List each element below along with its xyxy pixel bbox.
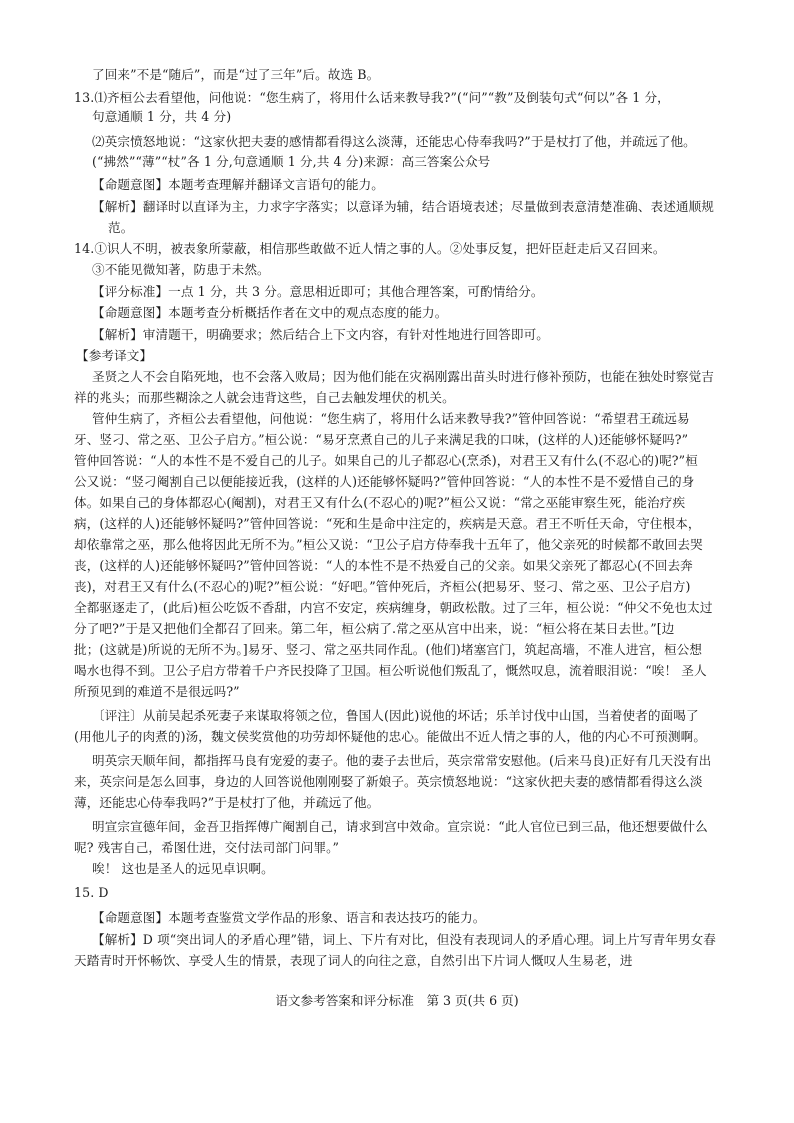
answer-line: 15. D: [74, 885, 109, 900]
text-line: 病，(这样的人)还能够怀疑吗?”管仲回答说：“死和生是命中注定的，疾病是天意。君王不听任天命，守住根本，: [74, 516, 701, 531]
text-line: 全都驱逐走了，(此后)桓公吃饭不香甜，内宫不安定，疾病缠身，朝政松散。过了三年，桓公说：“仲父不免也太过: [74, 600, 713, 615]
text-line: 明宣宗宣德年间，金吾卫指挥傅广阉割自己，请求到宫中效命。宣宗说：“此人官位已到三品，他还想要做什么: [92, 819, 708, 834]
text-line: 范。: [108, 220, 134, 235]
text-line: 圣贤之人不会自陷死地，也不会落入败局；因为他们能在灾祸刚露出苗头时进行修补预防，也能在独处时察觉吉: [92, 369, 714, 384]
text-line: 所预见到的难道不是很远吗?”: [74, 684, 240, 699]
text-line: (用他儿子的肉煮的)汤，魏文侯奖赏他的功劳却怀疑他的忠心。能做出不近人情之事的人，他的内心不可预测啊。: [74, 729, 707, 744]
section-heading: 【参考译文】: [76, 348, 153, 363]
text-line: 丧，(这样的人)还能够怀疑吗?”管仲回答说：“人的本性不是不热爱自己的父亲。如果父亲死了都忍心(不回去奔: [74, 558, 693, 573]
text-line: 祥的兆头；而那些糊涂之人就会违背这些，自己去触发埋伏的机关。: [74, 390, 455, 405]
text-line: 了回来”不是“随后”，而是“过了三年”后。故选 B。: [92, 67, 380, 82]
text-line: 分了吧?”于是又把他们全都召了回来。第二年，桓公病了.常之巫从宫中出来，说：“桓公将在某日去世。”[边: [74, 621, 675, 636]
text-line: 【解析】审清题干，明确要求；然后结合上下文内容，有针对性地进行回答即可。: [92, 327, 549, 342]
text-line: 【命题意图】本题考查分析概括作者在文中的观点态度的能力。: [92, 305, 448, 320]
text-line: 明英宗天顺年间，都指挥马良有宠爱的妻子。他的妻子去世后，英宗常常安慰他。(后来马良)正好有几天没有出: [92, 753, 712, 768]
text-line: 14.①识人不明，被表象所蒙蔽，相信那些敢做不近人情之事的人。②处事反复，把奸臣赶走后又召回来。: [74, 241, 666, 256]
text-line: 【解析】D 项“突出词人的矛盾心理”错，词上、下片有对比，但没有表现词人的矛盾心理。词上片写青年男女春: [92, 932, 716, 947]
text-line: 批；(这就是)所说的无所不为。]易牙、竖刁、常之巫共同作乱。(他们)堵塞宫门，筑起高墙，不准人进宫，桓公想: [74, 642, 703, 657]
text-line: 句意通顺 1 分，共 4 分): [92, 109, 232, 124]
page-footer: 语文参考答案和评分标准 第 3 页(共 6 页): [275, 993, 519, 1008]
text-line: 体。如果自己的身体都忍心(阉割)，对君王又有什么(不忍心的)呢?”桓公又说：“常之巫能审察生死，能治疗疾: [74, 495, 686, 510]
text-line: 来，英宗问是怎么回事，身边的人回答说他刚刚娶了新娘子。英宗愤怒地说：“这家伙把夫妻的感情都看得这么淡: [74, 774, 703, 789]
text-line: ③不能见微知著，防患于未然。: [92, 262, 270, 277]
text-line: ⑵英宗愤怒地说：“这家伙把夫妻的感情都看得这么淡薄，还能忠心侍奉我吗?”于是杖打了他，并疏远了他。: [92, 134, 696, 149]
text-line: 管仲回答说：“人的本性不是不爱自己的儿子。如果自己的儿子都忍心(烹杀)，对君王又有什么(不忍心的)呢?”桓: [74, 453, 698, 468]
text-line: 管仲生病了，齐桓公去看望他，问他说：“您生病了，将用什么话来教导我?”管仲回答说：“希望君王疏远易: [92, 411, 690, 426]
text-line: 唉！ 这也是圣人的远见卓识啊。: [92, 861, 274, 876]
text-line: 【评分标准】一点 1 分，共 3 分。意思相近即可；其他合理答案，可酌情给分。: [92, 284, 544, 299]
text-line: 【命题意图】本题考查理解并翻译文言语句的能力。: [92, 177, 384, 192]
text-line: 公又说：“竖刁阉割自己以便能接近我，(这样的人)还能够怀疑吗?”管仲回答说：“人的本性不是不爱惜自己的身: [74, 474, 695, 489]
text-line: 呢? 残害自己，希图仕进，交付法司部门问罪。”: [74, 840, 340, 855]
text-line: 13.⑴齐桓公去看望他，问他说：“您生病了，将用什么话来教导我?”(“问”“教”及倒装句式“何以”各 1 分，: [74, 90, 670, 105]
text-line: 〔评注〕从前吴起杀死妻子来谋取将领之位，鲁国人(因此)说他的坏话；乐羊讨伐中山国，当着使者的面喝了: [92, 708, 699, 723]
text-line: 丧)，对君王又有什么(不忍心的)呢?”桓公说：“好吧。”管仲死后，齐桓公(把易牙、竖刁、常之巫、卫公子启方): [74, 579, 691, 594]
text-line: 天踏青时开怀畅饮、享受人生的情景，表现了词人的向往之意，自然引出下片词人慨叹人生易老，进: [74, 953, 633, 968]
text-line: 【解析】翻译时以直译为主，力求字字落实；以意译为辅，结合语境表述；尽量做到表意清楚准确、表述通顺规: [92, 199, 714, 214]
text-line: 【命题意图】本题考查鉴赏文学作品的形象、语言和表达技巧的能力。: [92, 910, 486, 925]
text-line: 牙、竖刁、常之巫、卫公子启方。”桓公说：“易牙烹煮自己的儿子来满足我的口味，(这样的人)还能够怀疑吗?”: [74, 432, 689, 447]
text-line: 喝水也得不到。卫公子启方带着千户齐民投降了卫国。桓公听说他们叛乱了，慨然叹息，流着眼泪说：“唉！ 圣人: [74, 663, 707, 678]
text-line: 却依靠常之巫，那么他将因此无所不为。”桓公又说：“卫公子启方侍奉我十五年了，他父亲死的时候都不敢回去哭: [74, 537, 703, 552]
text-line: (“拂然”“薄”“杖”各 1 分,句意通顺 1 分,共 4 分)来源：高三答案公众号: [92, 154, 491, 169]
text-line: 薄，还能忠心侍奉我吗?”于是杖打了他，并疏远了他。: [74, 795, 380, 810]
